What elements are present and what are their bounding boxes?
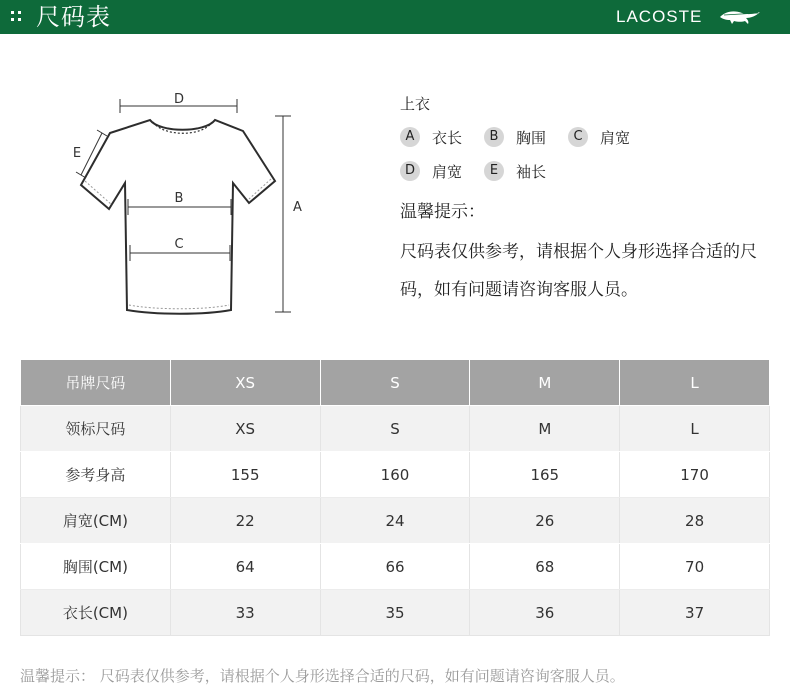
- header-cell: L: [620, 360, 770, 406]
- row-label: 参考身高: [21, 452, 171, 498]
- header-cell: XS: [170, 360, 320, 406]
- legend-item-a: [400, 127, 462, 148]
- badge-c: C: [568, 127, 588, 147]
- legend-row-1: [400, 126, 780, 148]
- brand-logo-text: LACOSTE: [616, 7, 703, 26]
- crocodile-logo-icon: [718, 5, 762, 29]
- table-row: [21, 544, 770, 590]
- row-label: 肩宽(CM): [21, 498, 171, 544]
- table-cell: 37: [620, 590, 770, 636]
- row-label: 领标尺码: [21, 406, 171, 452]
- category-label: 上衣: [400, 95, 431, 113]
- legend-item-d: [400, 161, 462, 182]
- measurement-legend: [400, 94, 780, 309]
- footer-tip: 温馨提示： 尺码表仅供参考，请根据个人身形选择合适的尺码，如有问题请咨询客服人员。: [20, 667, 625, 685]
- dimension-b-label: B: [174, 191, 184, 206]
- table-cell: 70: [620, 544, 770, 590]
- header-cell: S: [320, 360, 470, 406]
- page-title: 尺码表: [36, 3, 111, 31]
- dimension-d-label: D: [173, 92, 185, 107]
- table-cell: 160: [320, 452, 470, 498]
- table-cell: 68: [470, 544, 620, 590]
- badge-e: E: [484, 161, 504, 181]
- table-cell: L: [620, 406, 770, 452]
- table-cell: 33: [170, 590, 320, 636]
- table-cell: M: [470, 406, 620, 452]
- table-cell: 28: [620, 498, 770, 544]
- table-row: [21, 498, 770, 544]
- header-bar: [0, 0, 790, 34]
- table-cell: 155: [170, 452, 320, 498]
- row-label: 胸围(CM): [21, 544, 171, 590]
- row-label: 衣长(CM): [21, 590, 171, 636]
- table-cell: XS: [170, 406, 320, 452]
- legend-item-c: [568, 127, 630, 148]
- size-chart-table: [20, 359, 770, 636]
- table-cell: 165: [470, 452, 620, 498]
- table-cell: 35: [320, 590, 470, 636]
- legend-label-a: 衣长: [432, 128, 463, 147]
- table-cell: 64: [170, 544, 320, 590]
- header-cell: 吊牌尺码: [21, 360, 171, 406]
- legend-label-e: 袖长: [516, 162, 547, 181]
- legend-item-b: [484, 127, 546, 148]
- table-row: [21, 590, 770, 636]
- badge-d: D: [400, 161, 420, 181]
- table-cell: 24: [320, 498, 470, 544]
- tshirt-outline: [81, 120, 275, 314]
- tip-body: 尺码表仅供参考，请根据个人身形选择合适的尺码，如有问题请咨询客服人员。: [400, 242, 757, 300]
- table-row: [21, 452, 770, 498]
- legend-label-c: 肩宽: [600, 128, 631, 147]
- table-header-row: [21, 360, 770, 406]
- legend-item-e: [484, 161, 546, 182]
- badge-b: B: [484, 127, 504, 147]
- table-cell: 170: [620, 452, 770, 498]
- dimension-c-label: C: [174, 237, 184, 252]
- table-cell: 66: [320, 544, 470, 590]
- table-cell: 22: [170, 498, 320, 544]
- dimension-e-label: E: [72, 146, 82, 161]
- tip-title: 温馨提示：: [400, 202, 485, 222]
- dimension-a-label: A: [293, 200, 302, 215]
- badge-a: A: [400, 127, 420, 147]
- table-row: [21, 406, 770, 452]
- table-cell: 36: [470, 590, 620, 636]
- legend-row-2: [400, 160, 780, 182]
- header-cell: M: [470, 360, 620, 406]
- grid-dots-icon: [11, 11, 23, 23]
- legend-label-d: 肩宽: [432, 162, 463, 181]
- legend-label-b: 胸围: [516, 128, 547, 147]
- table-cell: 26: [470, 498, 620, 544]
- table-cell: S: [320, 406, 470, 452]
- tshirt-diagram: [55, 85, 315, 325]
